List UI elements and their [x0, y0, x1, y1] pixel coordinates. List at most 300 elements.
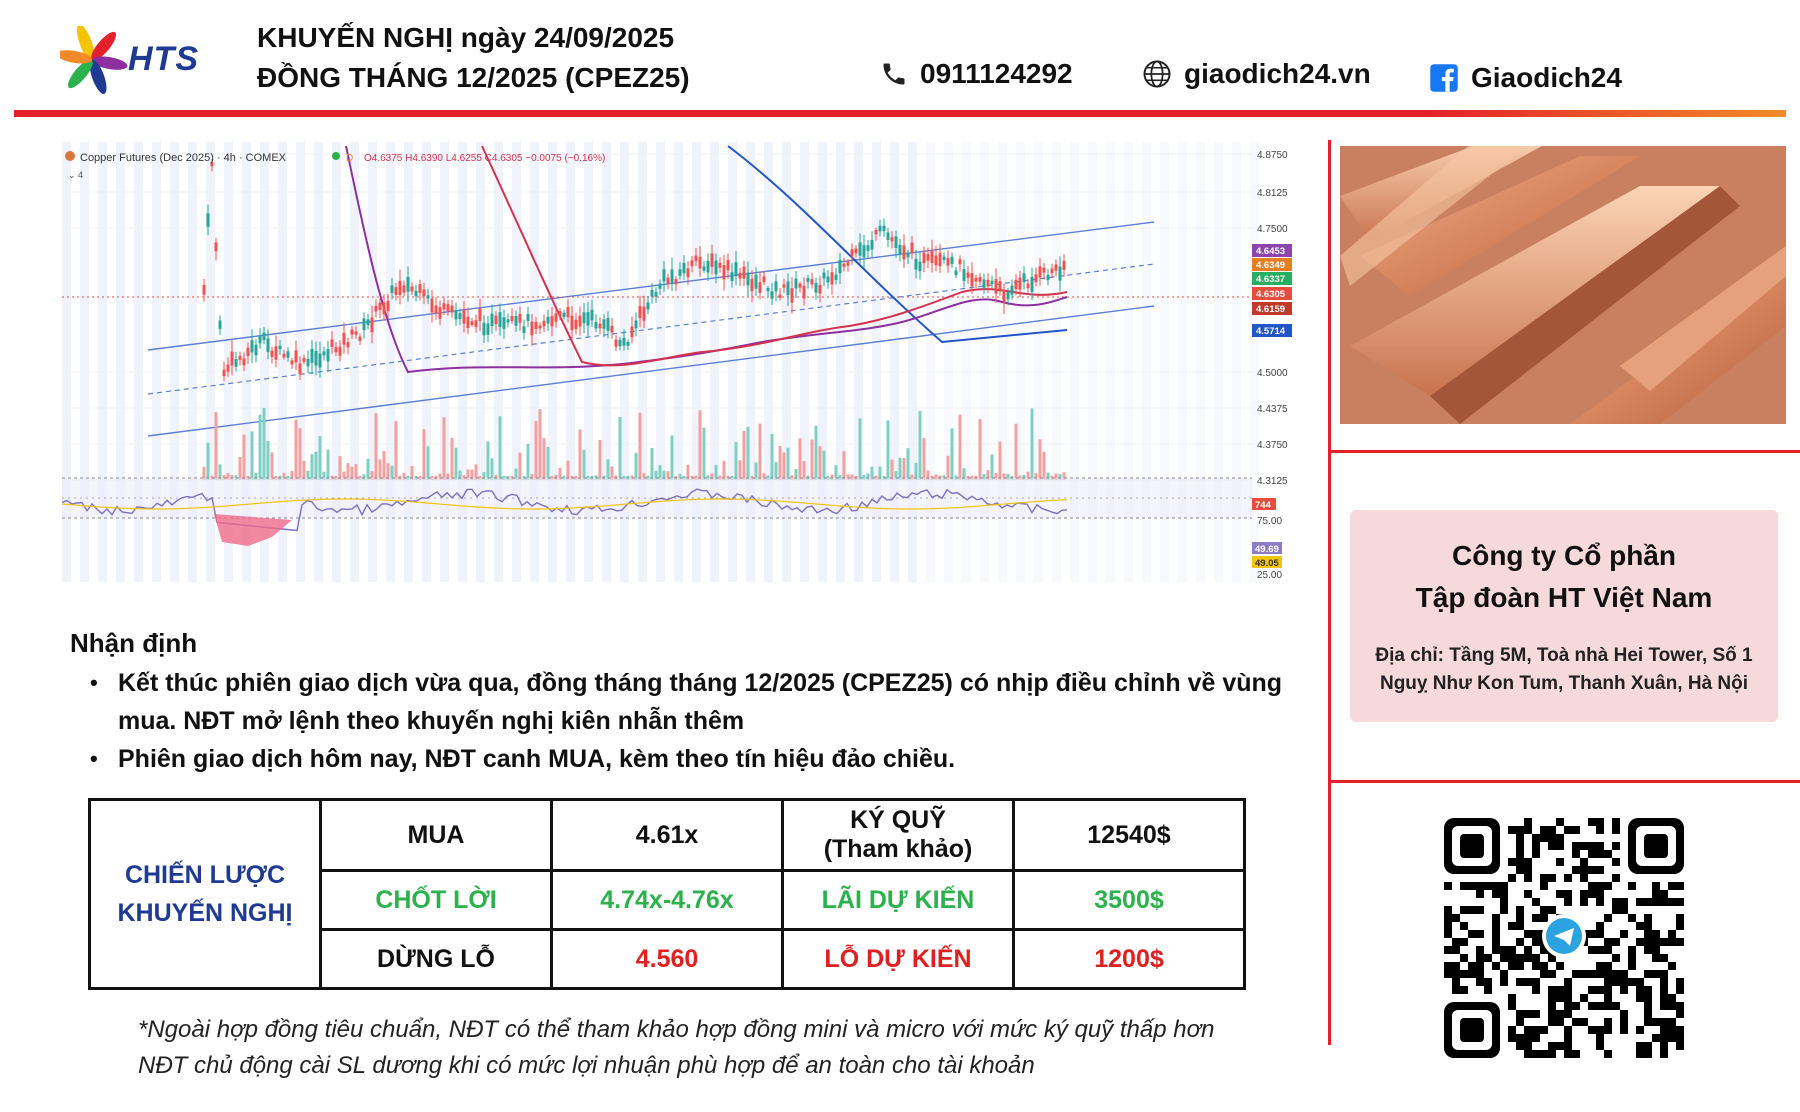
candle-body	[335, 347, 338, 352]
candle-body	[323, 351, 326, 355]
candle-body	[831, 272, 834, 284]
price-tick: 4.8750	[1257, 150, 1288, 161]
price-chart-svg	[62, 142, 1302, 598]
expected-loss-amount: 1200$	[1014, 930, 1245, 989]
candle-body	[775, 281, 778, 291]
strategy-label: CHIẾN LƯỢC KHUYẾN NGHỊ	[90, 800, 321, 989]
candle-body	[727, 260, 730, 270]
candle-body	[623, 338, 626, 346]
candle-body	[311, 349, 314, 363]
analysis-bullet: • Kết thúc phiên giao dịch vừa qua, đồng tháng tháng 12/2025 (CPEZ25) có nhịp điều chỉnh về vùng mua. NĐT mở lệnh theo khuyến nghị kiên nhẫn thêm	[90, 664, 1300, 740]
candle-body	[879, 226, 882, 231]
candle-body	[835, 275, 838, 280]
candle-body	[815, 283, 818, 293]
candle-body	[207, 213, 210, 227]
candle-body	[471, 321, 474, 325]
volume-bar	[671, 436, 674, 480]
volume-bar	[903, 458, 906, 480]
candle-body	[223, 370, 226, 376]
candle-body	[703, 266, 706, 270]
candle-body	[735, 262, 738, 276]
volume-bar	[427, 446, 430, 480]
volume-bar	[375, 413, 378, 480]
volume-bar	[395, 421, 398, 480]
candle-body	[711, 253, 714, 266]
volume-bar	[739, 460, 742, 480]
volume-bar	[239, 457, 242, 480]
volume-bar	[783, 452, 786, 480]
candle-body	[219, 321, 222, 329]
candle-body	[707, 261, 710, 273]
volume-bar	[443, 417, 446, 480]
candle-body	[863, 245, 866, 257]
candle-body	[395, 287, 398, 295]
candle-body	[387, 301, 390, 311]
candle-body	[1031, 277, 1034, 292]
candle-body	[591, 310, 594, 321]
candle-body	[423, 289, 426, 296]
candle-body	[231, 352, 234, 366]
candle-body	[931, 250, 934, 263]
candle-body	[875, 230, 878, 234]
candle-body	[655, 292, 658, 297]
candle-body	[235, 359, 238, 367]
candle-body	[1043, 268, 1046, 273]
candle-body	[883, 226, 886, 231]
copper-symbol-icon	[65, 151, 75, 161]
volume-bar	[815, 426, 818, 480]
candle-body	[611, 326, 614, 333]
volume-bar	[635, 453, 638, 480]
rsi-badge: 49.69	[1255, 544, 1279, 555]
volume-bar	[539, 409, 542, 480]
right-section-divider	[1328, 780, 1800, 783]
candle-body	[543, 321, 546, 327]
candle-body	[363, 318, 366, 330]
candle-body	[783, 284, 786, 287]
price-badge: 4.6159	[1256, 304, 1286, 315]
volume-bar	[579, 430, 582, 480]
candle-body	[415, 291, 418, 297]
volume-bar	[299, 428, 302, 480]
candle-body	[459, 313, 462, 319]
candle-body	[975, 278, 978, 282]
volume-bar	[499, 416, 502, 480]
candle-body	[751, 279, 754, 291]
volume-bar	[519, 453, 522, 480]
candle-body	[939, 253, 942, 266]
candle-body	[903, 245, 906, 259]
candle-body	[243, 358, 246, 365]
expected-profit-amount: 3500$	[1014, 871, 1245, 930]
phone-contact[interactable]	[880, 58, 1073, 90]
candle-body	[947, 258, 950, 266]
chart-legend-collapse[interactable]: ⌄ 4	[68, 170, 84, 180]
candle-body	[359, 337, 362, 341]
volume-bar	[295, 420, 298, 480]
candle-body	[407, 277, 410, 292]
buy-price: 4.61x	[552, 800, 783, 871]
candle-body	[615, 340, 618, 347]
report-subtitle: ĐỒNG THÁNG 12/2025 (CPEZ25)	[257, 62, 690, 93]
volume-bar	[743, 431, 746, 480]
candle-body	[559, 311, 562, 316]
candle-body	[759, 282, 762, 293]
candle-body	[659, 284, 662, 289]
price-tick: 4.3125	[1257, 476, 1288, 487]
volume-bar	[423, 429, 426, 480]
analysis-bullet: • Phiên giao dịch hôm nay, NĐT canh MUA, kèm theo tín hiệu đảo chiều.	[90, 740, 1300, 778]
volume-bar	[891, 460, 894, 480]
hts-logo-mark	[60, 26, 130, 96]
candle-body	[803, 286, 806, 299]
candle-body	[307, 359, 310, 367]
candle-body	[279, 346, 282, 349]
candle-body	[767, 288, 770, 291]
candle-body	[631, 327, 634, 338]
candle-body	[255, 345, 258, 356]
volume-bar	[991, 455, 994, 480]
candle-body	[739, 273, 742, 279]
candle-body	[499, 312, 502, 327]
candle-body	[263, 333, 266, 340]
candle-body	[327, 349, 330, 361]
candle-body	[1047, 275, 1050, 280]
candle-body	[1051, 269, 1054, 273]
candle-body	[987, 280, 990, 287]
candle-body	[847, 262, 850, 266]
candle-body	[527, 314, 530, 321]
candle-body	[595, 322, 598, 328]
candle-body	[915, 259, 918, 270]
volume-bar	[639, 413, 642, 480]
volume-bar	[347, 463, 350, 480]
volume-bar	[619, 417, 622, 480]
candle-body	[787, 282, 790, 296]
candle-body	[635, 320, 638, 328]
candle-body	[819, 285, 822, 294]
volume-bar	[367, 459, 370, 480]
candle-body	[1039, 266, 1042, 277]
volume-bar	[271, 452, 274, 480]
candle-body	[355, 331, 358, 334]
volume-bar	[547, 447, 550, 480]
candle-body	[203, 285, 206, 295]
candle-body	[723, 265, 726, 279]
candle-body	[683, 263, 686, 273]
volume-bar	[799, 438, 802, 480]
candle-body	[427, 295, 430, 298]
candle-body	[419, 284, 422, 293]
candle-body	[391, 285, 394, 293]
volume-bar	[919, 411, 922, 480]
candle-body	[963, 269, 966, 281]
globe-icon	[1142, 59, 1172, 89]
candle-body	[431, 298, 434, 312]
volume-bar	[959, 415, 962, 480]
candle-body	[331, 340, 334, 347]
candle-body	[619, 340, 622, 346]
company-name: Công ty Cổ phần	[1452, 540, 1676, 571]
volume-bar	[859, 418, 862, 480]
candle-body	[851, 249, 854, 256]
volume-bar	[755, 463, 758, 480]
candle-body	[967, 273, 970, 278]
volume-bar	[243, 435, 246, 480]
candle-body	[551, 316, 554, 326]
candle-body	[575, 320, 578, 329]
volume-bar	[947, 456, 950, 480]
volume-bar	[339, 456, 342, 480]
candle-body	[715, 261, 718, 275]
candle-body	[467, 317, 470, 328]
price-tick: 4.8125	[1257, 188, 1288, 199]
volume-bar	[315, 452, 318, 480]
candle-body	[291, 360, 294, 364]
candle-body	[1055, 265, 1058, 271]
volume-bar	[999, 442, 1002, 480]
volume-bar	[379, 459, 382, 480]
candle-body	[859, 242, 862, 255]
candle-body	[935, 255, 938, 265]
volume-bar	[567, 461, 570, 480]
qr-code[interactable]	[1444, 818, 1684, 1058]
candle-body	[287, 351, 290, 358]
volume-bar	[387, 463, 390, 480]
volume-bar	[811, 439, 814, 480]
candle-body	[1019, 278, 1022, 290]
price-badge: 4.5714	[1256, 326, 1286, 337]
candle-body	[339, 347, 342, 356]
volume-bar	[263, 408, 266, 480]
candle-body	[511, 316, 514, 321]
candle-body	[607, 318, 610, 331]
company-card	[1350, 510, 1778, 722]
candle-body	[367, 319, 370, 325]
candle-body	[731, 272, 734, 281]
volume-bar	[251, 431, 254, 480]
volume-bar	[1039, 439, 1042, 480]
take-profit-action: CHỐT LỜI	[321, 871, 552, 930]
expected-loss-label: LỖ DỰ KIẾN	[783, 930, 1014, 989]
candle-body	[1035, 274, 1038, 282]
candle-body	[995, 279, 998, 293]
candle-body	[451, 306, 454, 313]
right-section-divider	[1328, 450, 1800, 453]
candle-body	[755, 275, 758, 289]
facebook-link[interactable]	[1429, 62, 1622, 94]
candle-body	[1023, 273, 1026, 282]
price-badge: 4.6349	[1256, 260, 1286, 271]
volume-bar	[583, 450, 586, 480]
candle-body	[603, 319, 606, 328]
volume-bar	[1031, 408, 1034, 480]
candle-body	[443, 303, 446, 309]
volume-bar	[319, 436, 322, 480]
volume-badge: 744	[1255, 500, 1271, 511]
disclaimer-line: *Ngoài hợp đồng tiêu chuẩn, NĐT có thể tham khảo hợp đồng mini và micro với mức ký quỹ thấp hơn	[138, 1016, 1215, 1043]
candle-body	[919, 262, 922, 272]
volume-bar	[915, 463, 918, 480]
candle-body	[539, 325, 542, 328]
volume-bar	[543, 438, 546, 480]
candle-body	[599, 324, 602, 329]
candle-body	[567, 307, 570, 317]
stop-loss-action: DỪNG LỖ	[321, 930, 552, 989]
volume-bar	[907, 448, 910, 480]
volume-bar	[487, 441, 490, 480]
volume-bar	[383, 451, 386, 480]
price-tick: 4.3750	[1257, 440, 1288, 451]
volume-bar	[259, 415, 262, 480]
candle-body	[747, 273, 750, 286]
analysis-list	[90, 664, 1300, 778]
price-tick: 4.5000	[1257, 368, 1288, 379]
candle-body	[251, 340, 254, 352]
candle-body	[983, 279, 986, 287]
volume-bar	[819, 446, 822, 480]
volume-bar	[923, 438, 926, 480]
candle-body	[1003, 290, 1006, 303]
volume-bar	[771, 434, 774, 480]
volume-bar	[803, 461, 806, 480]
volume-bar	[703, 428, 706, 480]
candle-body	[503, 317, 506, 329]
candle-body	[351, 330, 354, 335]
candle-body	[1063, 261, 1066, 270]
candle-body	[295, 350, 298, 362]
volume-bar	[527, 444, 530, 480]
candle-body	[899, 245, 902, 255]
candle-body	[647, 302, 650, 309]
candle-body	[639, 306, 642, 318]
take-profit-price: 4.74x-4.76x	[552, 871, 783, 930]
phone-number: 0911124292	[920, 58, 1073, 89]
candle-body	[479, 309, 482, 321]
candle-body	[315, 351, 318, 366]
candle-body	[519, 314, 522, 323]
volume-bar	[207, 443, 210, 480]
candle-body	[907, 252, 910, 257]
price-chart	[62, 142, 1302, 598]
candle-body	[583, 312, 586, 323]
price-badge: 4.6453	[1256, 246, 1286, 257]
candle-body	[839, 260, 842, 273]
candle-body	[895, 236, 898, 248]
candle-body	[495, 316, 498, 324]
volume-bar	[651, 448, 654, 480]
candle-body	[887, 232, 890, 239]
price-tick: 4.7500	[1257, 224, 1288, 235]
candle-body	[795, 279, 798, 289]
candle-body	[667, 278, 670, 284]
volume-bar	[723, 461, 726, 480]
volume-bar	[1015, 424, 1018, 480]
facebook-text: Giaodich24	[1471, 62, 1622, 93]
candle-body	[695, 256, 698, 262]
chart-legend-indicator: D	[346, 153, 354, 164]
candle-body	[523, 326, 526, 333]
candle-body	[319, 354, 322, 368]
candle-body	[271, 351, 274, 357]
candle-body	[399, 281, 402, 295]
candle-body	[971, 273, 974, 286]
candle-body	[571, 316, 574, 330]
candle-body	[719, 263, 722, 268]
chart-legend-symbol: Copper Futures (Dec 2025) · 4h · COMEX	[80, 152, 287, 164]
volume-bar	[823, 451, 826, 480]
copper-bars-image	[1340, 146, 1786, 424]
website-link[interactable]	[1142, 58, 1371, 90]
company-address: Địa chỉ: Tầng 5M, Toà nhà Hei Tower, Số 1 Nguỵ Như Kon Tum, Thanh Xuân, Hà Nội	[1375, 645, 1753, 694]
volume-bar	[787, 448, 790, 480]
candle-body	[239, 356, 242, 360]
candle-body	[487, 324, 490, 335]
candle-body	[283, 354, 286, 358]
candle-body	[227, 365, 230, 372]
logo-text: HTS	[128, 40, 199, 78]
candle-body	[267, 338, 270, 351]
hts-logo	[60, 26, 220, 96]
volume-bar	[759, 424, 762, 480]
candle-body	[923, 253, 926, 264]
candle-body	[1011, 286, 1014, 295]
candle-body	[403, 285, 406, 292]
report-title: KHUYẾN NGHỊ ngày 24/09/2025	[257, 22, 675, 53]
buy-action: MUA	[321, 800, 552, 871]
volume-bar	[455, 448, 458, 480]
website-text: giaodich24.vn	[1184, 58, 1371, 89]
candle-body	[547, 317, 550, 324]
candle-body	[823, 273, 826, 279]
candle-body	[463, 310, 466, 323]
stop-loss-price: 4.560	[552, 930, 783, 989]
candle-body	[343, 333, 346, 345]
candle-body	[299, 363, 302, 374]
candle-body	[651, 290, 654, 297]
candle-body	[375, 306, 378, 312]
volume-bar	[607, 459, 610, 480]
candle-body	[627, 342, 630, 346]
candle-body	[891, 237, 894, 241]
candle-body	[867, 245, 870, 251]
candle-body	[743, 267, 746, 279]
company-name: Tập đoàn HT Việt Nam	[1415, 582, 1713, 613]
price-badge: 4.6305	[1256, 289, 1286, 300]
volume-bar	[491, 458, 494, 480]
candle-body	[911, 243, 914, 254]
candle-body	[807, 278, 810, 282]
candle-body	[855, 249, 858, 254]
candle-body	[643, 307, 646, 321]
candle-body	[1059, 266, 1062, 280]
candle-body	[675, 279, 678, 284]
candle-body	[411, 287, 414, 292]
candle-body	[687, 268, 690, 277]
candle-body	[799, 284, 802, 288]
price-badge: 4.6337	[1256, 274, 1286, 285]
rsi-badge: 49.05	[1255, 558, 1279, 569]
candle-body	[951, 257, 954, 264]
candle-body	[455, 310, 458, 319]
candle-body	[979, 277, 982, 282]
candle-body	[515, 316, 518, 326]
right-column-divider	[1328, 140, 1331, 1045]
candle-body	[275, 346, 278, 359]
candle-body	[587, 312, 590, 325]
volume-bar	[327, 450, 330, 480]
volume-bar	[843, 451, 846, 480]
